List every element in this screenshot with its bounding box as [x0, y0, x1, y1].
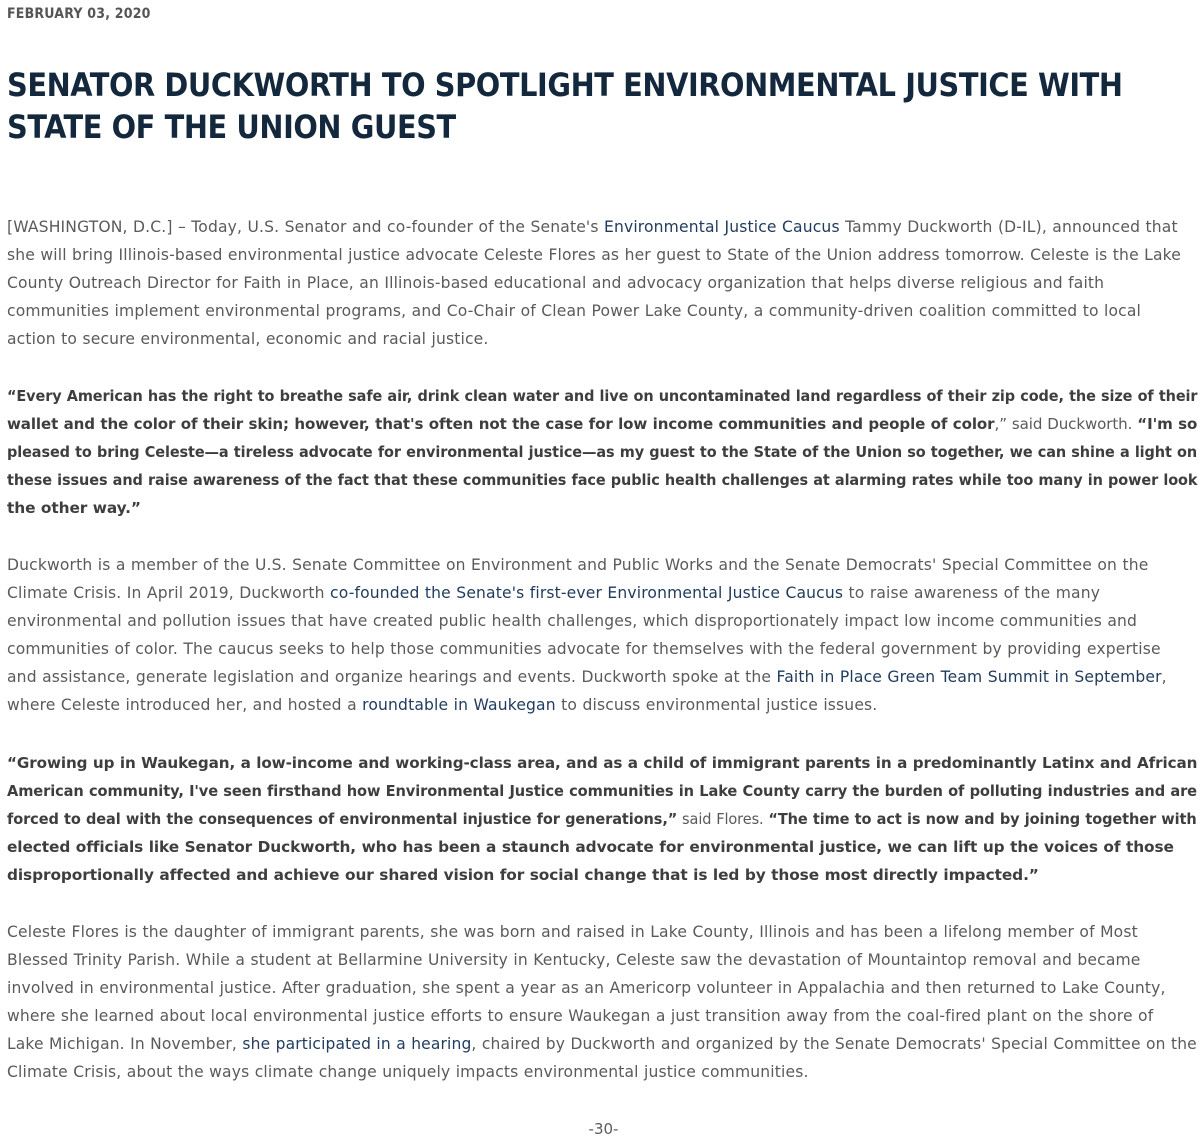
text-line: pleased to bring Celeste—a tireless advocate for environmental justice—as my guest to the State of the Union so together, we can shine a light on [7, 443, 1198, 462]
text-span: ,” said Duckworth. [994, 415, 1138, 434]
text-span: “The time to act is now and by joining together with [768, 810, 1197, 829]
text-line: “Growing up in Waukegan, a low-income and working-class area, and as a child of immigrant parents in a predominantly Latinx and African [7, 754, 1198, 772]
paragraph-flores-background [7, 918, 1200, 1087]
text-span: Lake Michigan. In November, [7, 1035, 243, 1054]
text-line: elected officials like Senator Duckworth, who has been a staunch advocate for environmental justice, we can lift up the voices of those [7, 838, 1174, 857]
paragraph-intro [7, 213, 1200, 353]
release-date: FEBRUARY 03, 2020 [7, 6, 151, 22]
text-line: communities of color. The caucus seeks to help those communities advocate for themselves with the federal government by providing expertise [7, 640, 1161, 659]
text-line [7, 579, 1197, 607]
text-line: American community, I've seen firsthand how Environmental Justice communities in Lake County carry the burden of polluting industries and are [7, 782, 1197, 801]
text-line [7, 213, 1197, 241]
text-line: these issues and raise awareness of the fact that these communities face public health challenges at alarming rates while too many in power look [7, 471, 1198, 490]
text-span: to raise awareness of the many [843, 584, 1101, 603]
text-span: , chaired by Duckworth and organized by the Senate Democrats' Special Committee on the [471, 1035, 1197, 1054]
text-span: Climate Crisis. In April 2019, Duckworth [7, 584, 331, 603]
text-line: Blessed Trinity Parish. While a student at Bellarmine University in Kentucky, Celeste saw the devastation of Mountaintop removal and became [7, 951, 1141, 970]
text-span: said Flores. [677, 810, 769, 829]
text-line: the other way.” [7, 499, 141, 518]
link-green-team-summit[interactable]: Faith in Place Green Team Summit in September [776, 668, 1162, 687]
text-span: [WASHINGTON, D.C.] – Today, U.S. Senator and co-founder of the Senate's [7, 218, 604, 236]
paragraph-duckworth-quote [7, 382, 1200, 522]
text-line: environmental and pollution issues that have created public health challenges, which disproportionately impact low income communities and [7, 612, 1138, 631]
link-environmental-justice-caucus[interactable]: Environmental Justice Caucus [603, 218, 840, 236]
text-line: Duckworth is a member of the U.S. Senate Committee on Environment and Public Works and the Senate Democrats' Special Committee on the [7, 556, 1149, 574]
text-line: disproportionally affected and achieve our shared vision for social change that is led by those most directly impacted.” [7, 866, 1039, 885]
text-line [7, 691, 1197, 719]
text-line [7, 663, 1197, 691]
text-line: she will bring Illinois-based environmental justice advocate Celeste Flores as her guest to State of the Union address tomorrow. Celeste is the Lake [7, 246, 1182, 265]
page-title: SENATOR DUCKWORTH TO SPOTLIGHT ENVIRONMENTAL JUSTICE WITH STATE OF THE UNION GUEST [7, 66, 1123, 146]
end-mark: -30- [588, 1120, 619, 1138]
text-span: Tammy Duckworth (D-IL), announced that [839, 218, 1178, 236]
text-line: Celeste Flores is the daughter of immigrant parents, she was born and raised in Lake County, Illinois and has been a lifelong member of Most [7, 923, 1138, 941]
link-participated-hearing[interactable]: she participated in a hearing [242, 1035, 472, 1054]
text-span: “I'm so [1137, 415, 1198, 434]
paragraph-duckworth-background [7, 551, 1200, 720]
text-line: involved in environmental justice. After graduation, she spent a year as an Americorp volunteer in Appalachia and then returned to Lake County, [7, 979, 1166, 998]
text-line [7, 410, 1198, 438]
link-roundtable-waukegan[interactable]: roundtable in Waukegan [362, 696, 556, 715]
link-cofounded-caucus[interactable]: co-founded the Senate's first-ever Environmental Justice Caucus [330, 584, 844, 603]
text-line [7, 1030, 1197, 1058]
text-span: forced to deal with the consequences of environmental injustice for generations,” [7, 810, 678, 829]
text-line: County Outreach Director for Faith in Place, an Illinois-based educational and advocacy organization that helps diverse religious and faith [7, 274, 1105, 293]
text-line: action to secure environmental, economic and racial justice. [7, 330, 489, 349]
text-line: “Every American has the right to breathe safe air, drink clean water and live on uncontaminated land regardless of their zip code, the size of their [7, 387, 1198, 405]
text-line: communities implement environmental programs, and Co-Chair of Clean Power Lake County, a community-driven coalition committed to local [7, 302, 1142, 321]
text-line: Climate Crisis, about the ways climate change uniquely impacts environmental justice communities. [7, 1063, 809, 1082]
text-line: where she learned about local environmental justice efforts to ensure Waukegan a just transition away from the coal-fired plant on the shore of [7, 1007, 1154, 1026]
paragraph-flores-quote [7, 749, 1200, 889]
text-line [7, 805, 1197, 833]
text-span: to discuss environmental justice issues. [555, 696, 878, 715]
text-span: where Celeste introduced her, and hosted a [7, 696, 363, 715]
text-span: and assistance, generate legislation and organize hearings and events. Duckworth spoke at the [7, 668, 777, 687]
text-span: wallet and the color of their skin; however, that's often not the case for low income communities and people of color [7, 415, 995, 434]
text-span: , [1161, 668, 1167, 687]
